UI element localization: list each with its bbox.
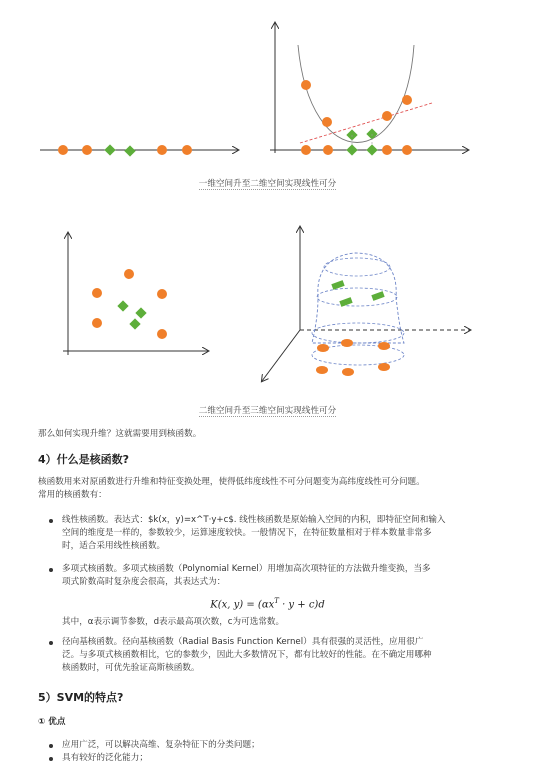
fig2-right-x-axis bbox=[262, 330, 300, 381]
kernel-list-poly bbox=[38, 563, 498, 589]
poly-kernel-line: 多项式核函数。多项式核函数（Polynomial Kernel）用增加高次项特征的方法做升维变换，当多 bbox=[62, 564, 431, 574]
bullet-icon bbox=[49, 519, 53, 523]
fig1-right-green-point bbox=[366, 144, 377, 155]
fig2-right-green-point bbox=[371, 291, 384, 301]
fig1-right-orange-point bbox=[323, 145, 333, 155]
kernel-list-rbf bbox=[38, 636, 498, 674]
list-item bbox=[38, 739, 498, 752]
advantage-text: 具有较好的泛化能力； bbox=[62, 752, 148, 763]
fig1-separator-line bbox=[300, 103, 432, 143]
fig2-right-orange-point bbox=[341, 339, 353, 347]
formula-left: K(x, y) = (αx bbox=[210, 599, 275, 611]
fig2-right-orange-point bbox=[317, 344, 329, 352]
fig2-right-green-point bbox=[339, 297, 352, 307]
rbf-kernel-line: 泛。与多项式核函数相比，它的参数少，因此大多数情况下，都有比较好的性能。在不确定用哪种 bbox=[62, 649, 432, 660]
fig2-left-orange-point bbox=[92, 288, 102, 298]
fig1-right-orange-point bbox=[402, 145, 412, 155]
formula-right: · y + c)d bbox=[278, 599, 325, 611]
poly-kernel-note: 其中，α表示调节参数，d表示最高项次数，c为可选常数。 bbox=[62, 617, 285, 627]
fig1-parabola bbox=[298, 45, 414, 143]
list-item-rbf-kernel bbox=[38, 636, 498, 674]
advantage-text: 应用广泛，可以解决高维、复杂特征下的分类问题； bbox=[62, 740, 260, 750]
fig2-right-orange-point bbox=[378, 342, 390, 350]
bullet-icon bbox=[49, 744, 53, 748]
figure-2d-to-3d bbox=[0, 215, 535, 400]
rbf-kernel-line: 核函数时，可优先验证高斯核函数。 bbox=[62, 662, 200, 673]
fig2-bell-ring bbox=[312, 323, 404, 343]
list-item-linear-kernel bbox=[38, 514, 498, 552]
formula-sup: T bbox=[274, 597, 279, 605]
fig2-bell-ring bbox=[317, 288, 397, 306]
section-4-para-line: 常用的核函数有： bbox=[38, 490, 107, 500]
fig1-left-green-point bbox=[124, 145, 135, 156]
advantages-subheading: ① 优点 bbox=[38, 717, 66, 727]
section-4-paragraph bbox=[38, 476, 498, 502]
bullet-icon bbox=[49, 641, 53, 645]
fig1-right-orange-point bbox=[402, 95, 412, 105]
linear-kernel-line: 空间的维度是一样的，参数较少，运算速度较快。一般情况下，在特征数量相对于样本数量非常多 bbox=[62, 527, 432, 538]
fig2-right-orange-point bbox=[316, 366, 328, 374]
section-5-heading: 5）SVM的特点? bbox=[38, 691, 124, 704]
fig1-left-orange-point bbox=[82, 145, 92, 155]
bullet-icon bbox=[49, 757, 53, 761]
fig1-right-orange-point bbox=[382, 145, 392, 155]
list-item-poly-kernel bbox=[38, 563, 498, 589]
figure-2-caption bbox=[0, 404, 535, 416]
fig1-left-green-point bbox=[104, 144, 115, 155]
fig2-right-orange-point bbox=[378, 363, 390, 371]
section-4-heading: 4）什么是核函数? bbox=[38, 453, 130, 466]
fig2-left-green-point bbox=[129, 318, 140, 329]
figure-1-caption bbox=[0, 177, 535, 189]
fig2-right-orange-point bbox=[342, 368, 354, 376]
fig2-left-orange-point bbox=[157, 289, 167, 299]
fig2-left-green-point bbox=[135, 307, 146, 318]
poly-kernel-formula bbox=[0, 597, 535, 610]
list-item bbox=[38, 752, 498, 765]
fig1-right-green-point bbox=[346, 144, 357, 155]
rbf-kernel-line: 径向基核函数。径向基核函数（Radial Basis Function Kernel）具有很强的灵活性，应用很广 bbox=[62, 637, 424, 647]
fig2-left-orange-point bbox=[157, 329, 167, 339]
fig1-right-orange-point bbox=[301, 145, 311, 155]
fig1-right-orange-point bbox=[301, 80, 311, 90]
figure-1d-to-2d bbox=[0, 15, 535, 175]
fig2-left-green-point bbox=[117, 300, 128, 311]
fig2-bell-ring bbox=[324, 258, 390, 276]
fig1-left-orange-point bbox=[182, 145, 192, 155]
fig2-left-orange-point bbox=[124, 269, 134, 279]
bullet-icon bbox=[49, 568, 53, 572]
figure-2-caption-text: 二维空间升至三维空间实现线性可分 bbox=[198, 406, 337, 416]
linear-kernel-line: 线性核函数。表达式：$k(x，y)=x^T·y+c$. 线性核函数是原始输入空间的内积，即特征空间和输入 bbox=[62, 515, 446, 525]
poly-kernel-line: 项式阶数高时复杂度会很高，其表达式为： bbox=[62, 576, 226, 587]
kernel-list bbox=[38, 514, 498, 552]
fig1-left-orange-point bbox=[157, 145, 167, 155]
advantages-list bbox=[38, 739, 498, 765]
fig1-right-orange-point bbox=[382, 111, 392, 121]
linear-kernel-line: 时，适合采用线性核函数。 bbox=[62, 540, 166, 551]
intro-paragraph: 那么如何实现升维？这就需要用到核函数。 bbox=[38, 429, 202, 439]
fig1-left-orange-point bbox=[58, 145, 68, 155]
fig2-left-orange-point bbox=[92, 318, 102, 328]
figure-1-caption-text: 一维空间升至二维空间实现线性可分 bbox=[198, 179, 337, 189]
section-4-para-line: 核函数用来对原函数进行升维和特征变换处理，使得低纬度线性不可分问题变为高纬度线性可分问题。 bbox=[38, 477, 425, 487]
fig1-right-orange-point bbox=[322, 117, 332, 127]
